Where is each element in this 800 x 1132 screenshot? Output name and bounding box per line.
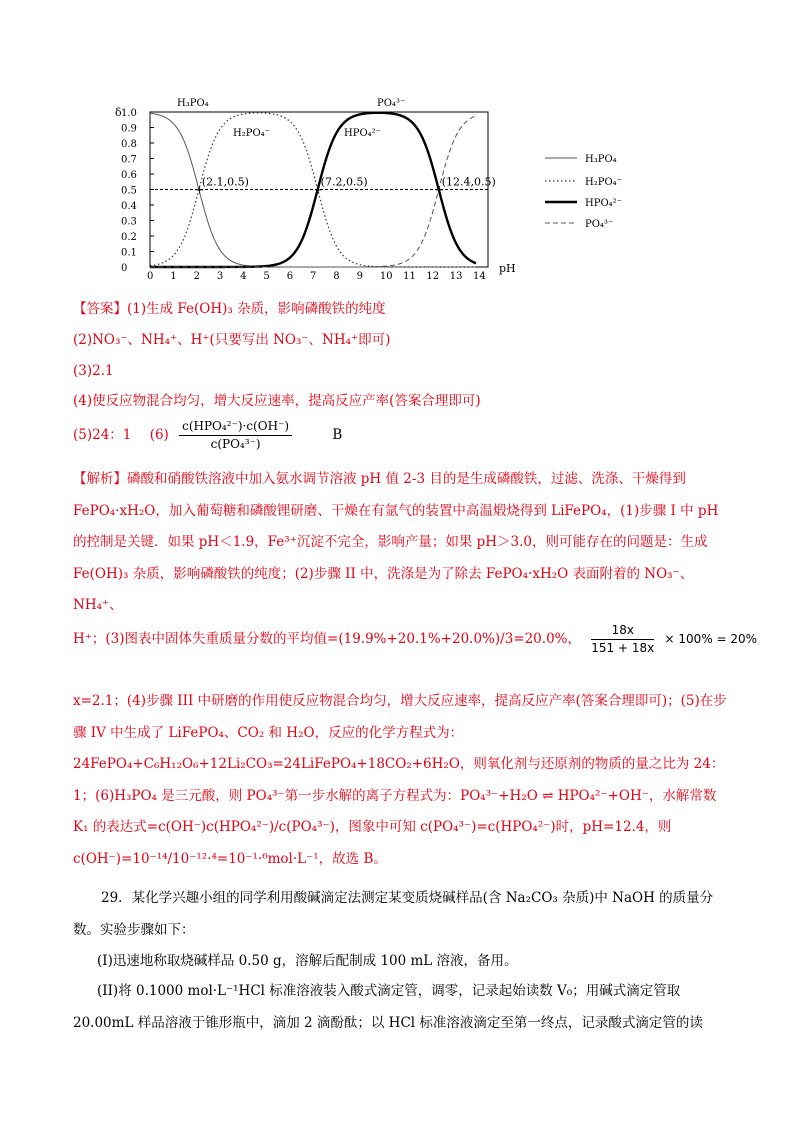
curve-label-h2po4: H₂PO₄⁻ [233,128,270,139]
legend-po4: PO₄³⁻ [585,219,614,230]
x-tick-label: 14 [473,271,486,282]
answer-4: (4)使反应物混合均匀，增大反应速率，提高反应产率(答案合理即可) [73,393,481,409]
intersection-label: (2.1,0.5) [201,175,249,189]
y-axis-label: δ [115,106,122,119]
y-tick-label: 0 [121,263,128,274]
y-axis-ticks [121,108,154,274]
y-tick-label: 0.9 [121,123,137,135]
legend [545,154,622,230]
mass-fraction [591,622,654,657]
analysis-paragraph-2 [73,612,758,666]
x-tick-label: 1 [170,271,177,282]
answer-6-numerator: c(HPO₄²⁻)·c(OH⁻) [179,418,292,436]
answer-2: (2)NO₃⁻、NH₄⁺、H⁺(只要写出 NO₃⁻、NH₄⁺即可) [73,332,391,348]
mass-fraction-numerator: 18x [591,622,654,640]
answer-5: (5)24：1 [73,427,132,443]
analysis-paragraph-3: x=2.1；(4)步骤 III 中研磨的作用使反应物混合均匀，增大反应速率，提高反应产率(答案合理即可)；(5)在步骤 IV 中生成了 LiFePO₄、CO₂ 和 H₂O，反应的化学方程式为：24FePO₄+C₆H₁₂O₆+12Li₂CO₃=24LiFePO₄+18CO₂+6H₂O，则氧化剂与还原剂的物质的量之比为 24：1；(6)H₃PO₄ 是三元酸，则 PO₄³⁻第一步水解的离子方程式为：PO₄³⁻+H₂O ⇌ HPO₄²⁻+OH⁻，水解常数 K₁ 的表达式=c(OH⁻)c(HPO₄²⁻)/c(PO₄³⁻)，图象中可知 c(PO₄³⁻)=c(HPO₄²⁻)时，pH=12.4，则 c(OH⁻)=10⁻¹⁴/10⁻¹²·⁴=10⁻¹·⁶mol·L⁻¹，故选 B。 [73,693,727,867]
phosphate-distribution-chart [115,92,635,282]
x-tick-label: 11 [403,271,416,282]
x-axis-ticks [147,271,486,282]
x-tick-label: 0 [147,271,154,282]
y-tick-label: 0.5 [121,185,137,197]
answer-6-label: (6) [149,427,169,443]
answer-line-5-6 [73,415,342,455]
y-tick-label: 0.4 [121,201,137,212]
x-tick-label: 13 [449,271,463,282]
y-tick-label: 0.2 [121,232,137,243]
y-tick-label: 0.6 [121,170,137,181]
x-tick-label: 5 [263,271,270,282]
answer-3: (3)2.1 [73,363,114,379]
x-tick-label: 8 [333,271,340,282]
analysis-paragraph-1 [73,464,733,613]
x-tick-label: 6 [286,271,294,282]
y-tick-label: 0.8 [121,139,137,150]
intersection-label: (7.2,0.5) [320,175,368,189]
answer-6-fraction [179,418,292,453]
y-tick-label: 0.7 [121,154,137,166]
x-axis-label: pH [499,262,516,275]
x-tick-label: 12 [426,271,440,282]
x-tick-label: 7 [310,271,317,282]
curve-label-hpo4: HPO₄²⁻ [344,128,381,139]
intersection-points [195,176,496,197]
x-tick-label: 2 [193,271,200,282]
y-tick-label: 0.3 [121,216,137,228]
analysis-tag: 【解析】 [73,471,127,487]
mass-fraction-result: × 100% = 20% [664,632,758,646]
y-tick-label: 0.1 [121,247,137,259]
intersection-marker: + [313,183,323,197]
x-tick-label: 9 [356,271,363,282]
analysis-text-2: H⁺；(3)图表中固体失重质量分数的平均值=(19.9%+20.1%+20.0%)/3=20.0%， [73,631,581,647]
question-29-step-1: (I)迅速地称取烧碱样品 0.50 g，溶解后配制成 100 mL 溶液，备用。 [97,953,518,969]
analysis-text-1: 磷酸和硝酸铁溶液中加入氨水调节溶液 pH 值 2-3 目的是生成磷酸铁，过滤、洗涤、干燥得到 FePO₄·xH₂O，加入葡萄糖和磷酸锂研磨、干燥在有氩气的装置中高温煅烧得到 LiFePO₄，(1)步骤 I 中 pH 的控制是关键．如果 pH＜1.9，Fe³⁺沉淀不完全，影响产量；如果 pH＞3.0，则可能存在的问题是：生成 Fe(OH)₃ 杂质，影响磷酸铁的纯度；(2)步骤 II 中，洗涤是为了除去 FePO₄·xH₂O 表面附着的 NO₃⁻、NH₄⁺、 [73,471,719,613]
x-tick-label: 10 [379,271,393,282]
legend-h3po4: H₃PO₄ [585,154,617,165]
x-tick-label: 3 [216,271,224,282]
answer-6-denominator: c(PO₄³⁻) [210,437,261,451]
curve-label-h3po4: H₃PO₄ [177,98,209,109]
answer-line-1 [73,299,386,319]
mass-fraction-denominator: 151 + 18x [591,641,655,655]
question-29-intro: 29．某化学兴趣小组的同学利用酸碱滴定法测定某变质烧碱样品(含 Na₂CO₃ 杂质)中 NaOH 的质量分数。实验步骤如下： [73,890,714,938]
legend-h2po4: H₂PO₄⁻ [585,177,622,188]
x-tick-label: 4 [240,271,247,282]
answer-tag: 【答案】 [73,301,127,317]
y-tick-label: 1.0 [121,108,137,119]
curve-label-po4: PO₄³⁻ [377,98,406,109]
intersection-marker: + [434,183,444,197]
intersection-marker: + [194,183,205,197]
legend-hpo4: HPO₄²⁻ [585,198,622,209]
answer-1: (1)生成 Fe(OH)₃ 杂质，影响磷酸铁的纯度 [127,301,386,317]
question-29-step-2: (II)将 0.1000 mol·L⁻¹HCl 标准溶液装入酸式滴定管，调零，记录起始读数 V₀；用碱式滴定管取 20.00mL 样品溶液于锥形瓶中，滴加 2 滴酚酞；以 HCl 标准溶液滴定至第一终点，记录酸式滴定管的读 [73,983,703,1031]
answer-6-choice: B [332,427,343,443]
intersection-label: (12.4,0.5) [441,175,496,189]
